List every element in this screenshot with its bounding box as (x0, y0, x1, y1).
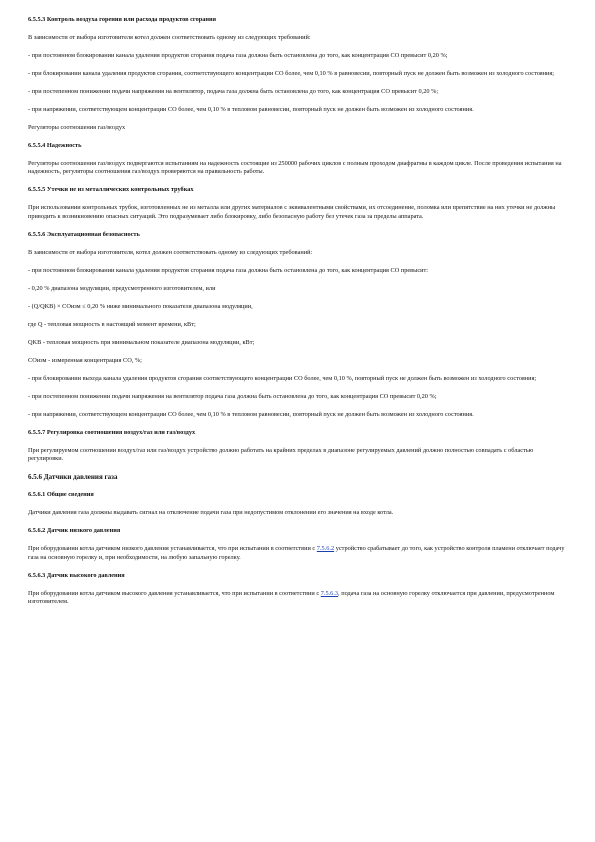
paragraph: При использовании контрольных трубок, изготовленных не из металла или других материалов с эквивалентными свойствами, их отсоединение, поломка или препятствие на них утечки не должны приводить к возникновению опасных ситуаций. Это подразумевает либо блокировку, либо безопасную работу без утечек газа за пределы аппарата. (28, 204, 556, 220)
paragraph: - при блокировании выхода канала удаления продуктов сгорания соответствующего концентрации CO более, чем 0,10 %, повторный пуск не должен быть возможен из холодного состояния; (28, 374, 537, 382)
paragraph: - 0,20 % диапазона модуляции, предусмотренного изготовителем, или (28, 284, 216, 292)
paragraph-text: При оборудовании котла датчиком высокого давления устанавливается, что при испытании в соответствии с (28, 589, 321, 597)
section-heading: 6.5.5.7 Регулировка соотношения воздух/газ или газ/воздух (28, 428, 196, 436)
section-heading: 6.5.6.2 Датчик низкого давления (28, 527, 121, 535)
paragraph-text: устройство срабатывает до того, как устройство контроля пламени отключает подачу газа на основную горелку и, при необходимости, на любую запальную горелку. (28, 545, 565, 561)
paragraph-with-link (28, 590, 565, 607)
paragraph-text: При оборудовании котла датчиком низкого давления устанавливается, что при испытании в соответствии с (28, 545, 317, 553)
section-heading: 6.5.5.3 Контроль воздуха горения или расхода продуктов сгорания (28, 16, 217, 23)
section-heading: 6.5.6.1 Общие сведения (28, 491, 94, 499)
paragraph: Регуляторы соотношения газ/воздух подвергаются испытаниям на надежность состоящие из 250000 рабочих циклов с полным проходом диафрагмы в каждом цикле. После проведения испытания на надежность, регуляторы соотношения газ/воздух проверяются на правильность работы. (28, 160, 562, 176)
subsection-title: 6.5.6 Датчики давления газа (28, 473, 118, 482)
paragraph: где Q - тепловая мощность в настоящий момент времени, кВт; (28, 320, 196, 328)
paragraph: - при напряжении, соответствующем концентрации CO более, чем 0,10 % в тепловом равновесии, повторный пуск не должен быть возможен из холодного состояния. (28, 106, 474, 113)
section-heading: 6.5.5.4 Надежность (28, 142, 82, 149)
paragraph-text: , подача газа на основную горелку отключается при давлении, предусмотренном изготовителем. (28, 589, 555, 606)
paragraph: - при блокировании канала удаления продуктов сгорания, соответствующего концентрации CO более, чем 0,10 % в равновесии, повторный пуск не должен быть возможен из холодного состояния; (28, 70, 555, 77)
paragraph: - при постоянном блокировании канала удаления продуктов сгорания подача газа должна быть остановлена до того, как концентрация CO превысит 0,20 %; (28, 52, 448, 59)
section-heading: 6.5.5.6 Эксплуатационная безопасность (28, 230, 140, 238)
paragraph: - при постепенном понижении подачи напряжения на вентилятор, подача газа должна быть остановлена до того, как концентрация CO превысит 0,20 %; (28, 88, 439, 95)
paragraph: QKB - тепловая мощность при минимальном показателе диапазона модуляции, кВт; (28, 338, 255, 346)
paragraph: COизм - измеренная концентрация CO, %; (28, 356, 142, 364)
section-heading: 6.5.5.5 Утечки не из металлических контрольных трубках (28, 186, 194, 194)
paragraph: - при постепенном понижении подачи напряжения на вентилятор подача газа должна быть остановлена до того, как концентрация CO превысит 0,20 %; (28, 392, 437, 400)
paragraph: В зависимости от выбора изготовителя, котел должен соответствовать одному из следующих требований: (28, 248, 313, 256)
paragraph: Регуляторы соотношения газ/воздух (28, 124, 126, 131)
section-heading: 6.5.6.3 Датчик высокого давления (28, 571, 125, 579)
paragraph-with-link (28, 545, 565, 562)
paragraph: - при постоянном блокировании канала удаления продуктов сгорания подача газа должна быть остановлена до того, как концентрация CO превысит: (28, 266, 429, 274)
clause-link-7-5-6-3[interactable]: 7.5.6.3 (320, 589, 339, 597)
paragraph: - (Q/QKB) × COизм ≤ 0,20 % ниже минимального показателя диапазона модуляции, (28, 302, 253, 310)
paragraph: При регулируемом соотношении воздух/газ или газ/воздух устройство должно работать на крайних пределах в диапазоне регулируемых давлений должно полностью совпадать с областью регулировки. (28, 446, 534, 463)
clause-link-7-5-6-2[interactable]: 7.5.6.2 (316, 545, 335, 553)
paragraph: В зависимости от выбора изготовителя котел должен соответствовать одному из следующих требований: (28, 34, 311, 41)
paragraph: Датчики давления газа должны выдавать сигнал на отключение подачи газа при недопустимом отклонении его значения на входе котла. (28, 509, 394, 517)
paragraph: - при напряжении, соответствующем концентрации CO более, чем 0,10 % в тепловом равновесии, повторный пуск не должен быть возможен из холодного состояния. (28, 410, 474, 418)
